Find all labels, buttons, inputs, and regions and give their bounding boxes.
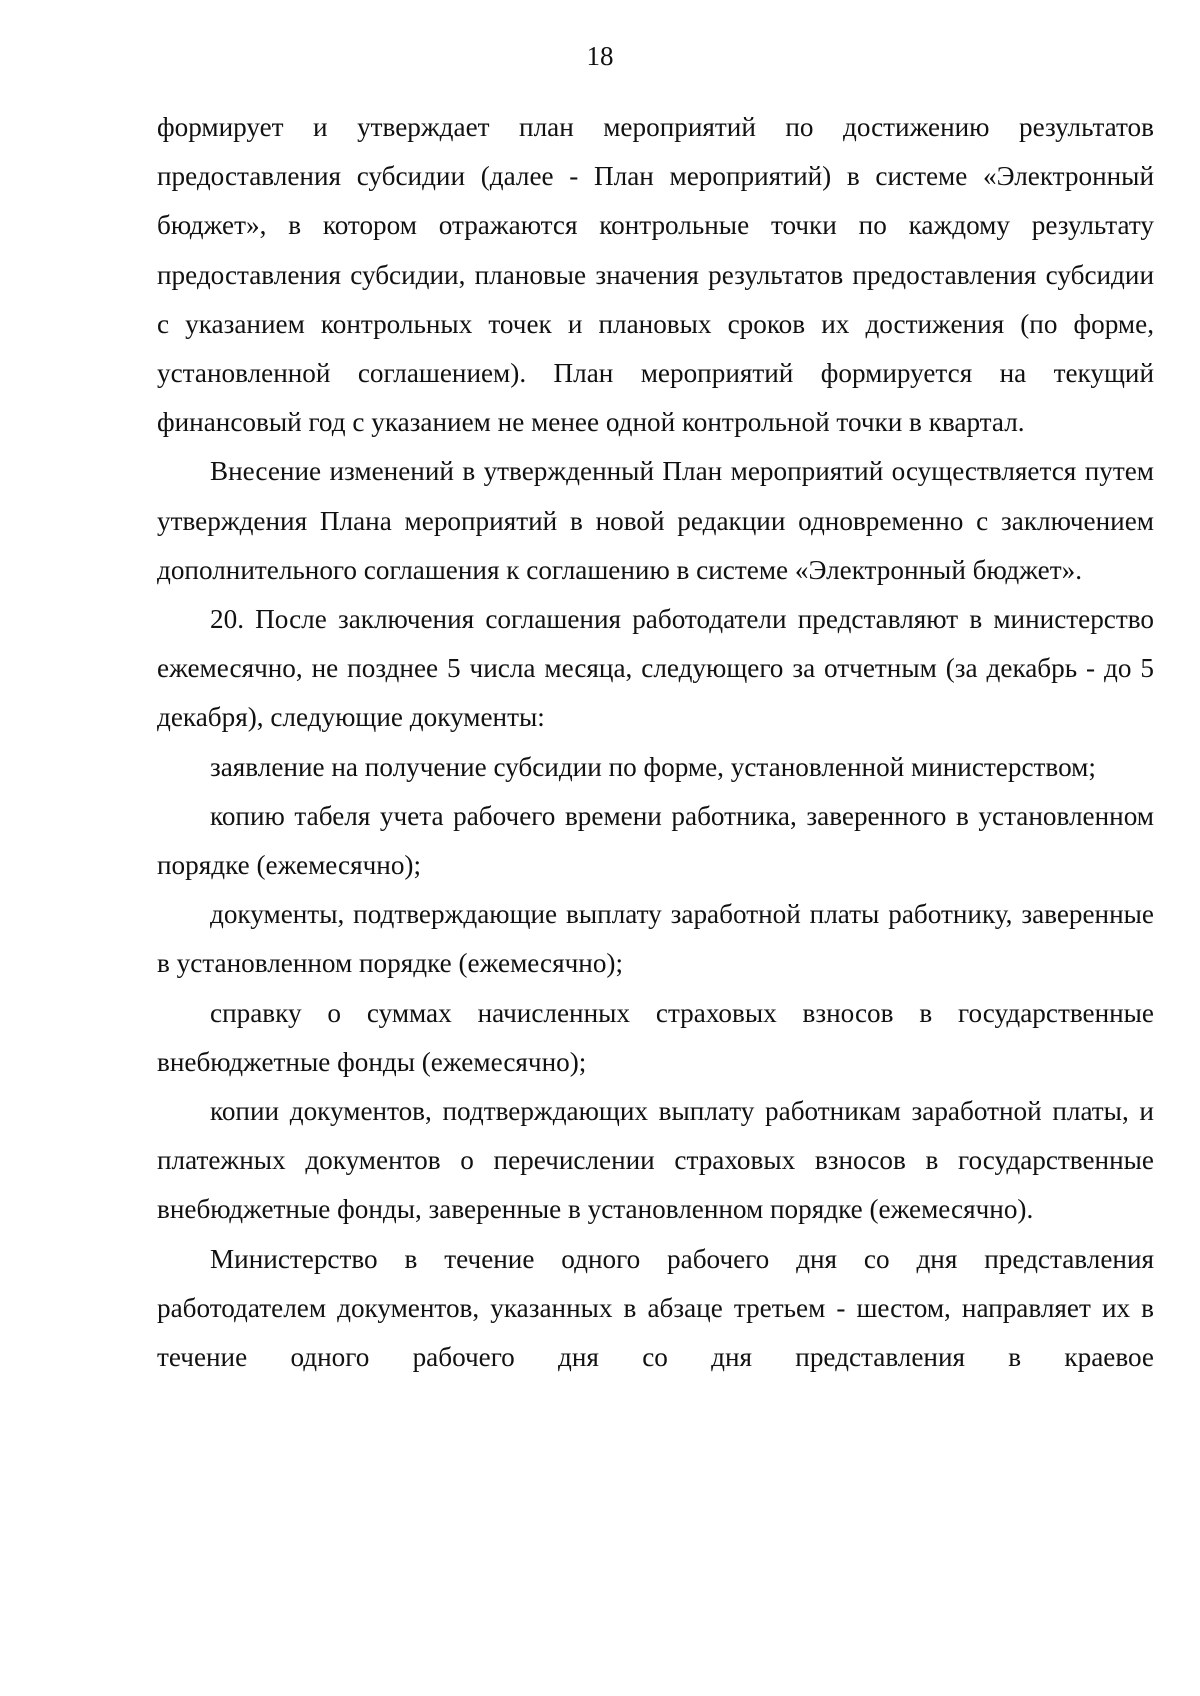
paragraph-timesheet-copy: копию табеля учета рабочего времени работника, заверенного в установленном порядке (ежемесячно); <box>157 800 1154 881</box>
paragraph-insurance-certificate: справку о суммах начисленных страховых взносов в государственные внебюджетные фонды (ежемесячно); <box>157 997 1154 1077</box>
paragraph-ministry-forwarding: Министерство в течение одного рабочего дня со дня представления работодателем документов, указанных в абзаце третьем - шестом, направляет их в течение одного рабочего дня со дня представления в краевое <box>157 1243 1154 1373</box>
document-body <box>157 103 1154 1382</box>
paragraph-plan-formation: формирует и утверждает план мероприятий по достижению результатов предоставления субсидии (далее - План мероприятий) в системе «Электронный бюджет», в котором отражаются контрольные точки по каждому результату предоставления субсидии, плановые значения результатов предоставления субсидии с указанием контрольных точек и плановых сроков их достижения (по форме, установленной соглашением). План мероприятий формируется на текущий финансовый год с указанием не менее одной контрольной точки в квартал. <box>157 112 1154 438</box>
paragraph-salary-documents: документы, подтверждающие выплату заработной платы работнику, заверенные в установленном порядке (ежемесячно); <box>157 899 1154 979</box>
paragraph-application: заявление на получение субсидии по форме, установленной министерством; <box>210 751 1096 782</box>
page-number: 18 <box>586 41 614 71</box>
paragraph-item-20: 20. После заключения соглашения работодатели представляют в министерство ежемесячно, не позднее 5 числа месяца, следующего за отчетным (за декабрь - до 5 декабря), следующие документы: <box>157 604 1154 733</box>
paragraph-payment-copies: копии документов, подтверждающих выплату работникам заработной платы, и платежных документов о перечислении страховых взносов в государственные внебюджетные фонды, заверенные в установленном порядке (ежемесячно). <box>157 1096 1154 1225</box>
paragraph-plan-changes: Внесение изменений в утвержденный План мероприятий осуществляется путем утверждения Плана мероприятий в новой редакции одновременно с заключением дополнительного соглашения к соглашению в системе «Электронный бюджет». <box>157 456 1154 585</box>
